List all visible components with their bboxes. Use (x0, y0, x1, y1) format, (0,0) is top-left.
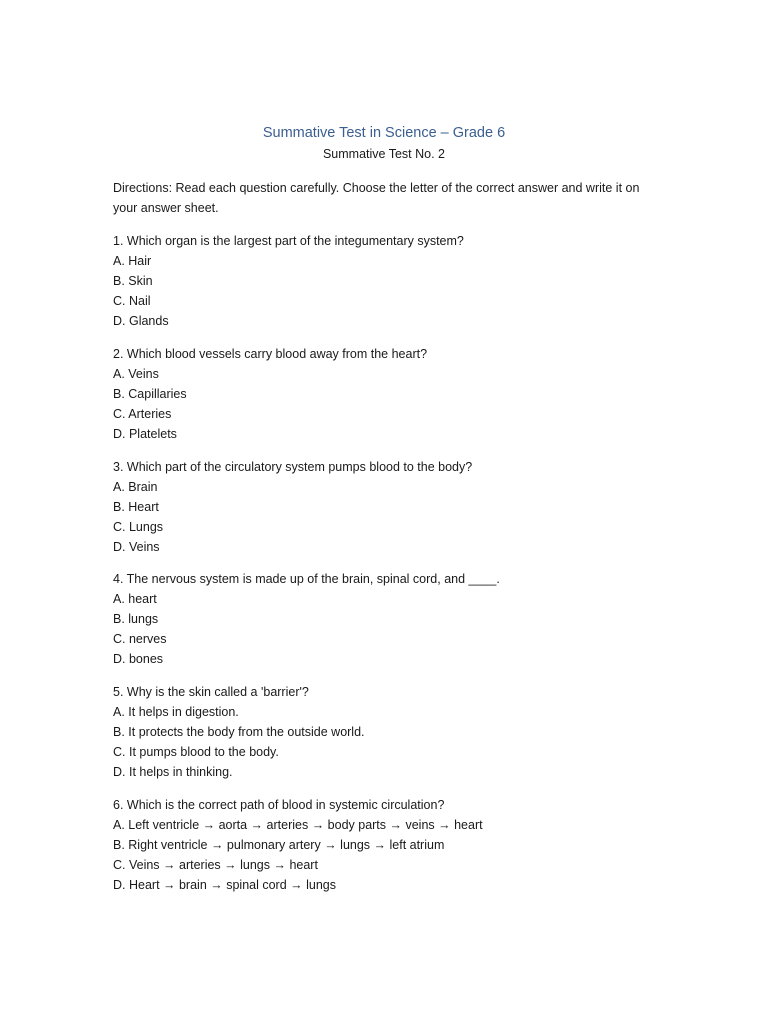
choice-b: B. Capillaries (113, 387, 187, 402)
choice-b: B. Heart (113, 500, 159, 515)
question-text: 2. Which blood vessels carry blood away from the heart? (113, 347, 428, 361)
choice-a: A. Hair (113, 254, 152, 269)
choice-c: C. Arteries (113, 407, 172, 422)
question-4 (113, 569, 673, 669)
question-5 (113, 682, 673, 782)
question-2 (113, 344, 673, 444)
question-1 (113, 231, 673, 331)
question-6 (113, 795, 673, 895)
choice-d: D. Veins (113, 540, 160, 555)
choice-a: A. Brain (113, 480, 158, 495)
question-text: 6. Which is the correct path of blood in systemic circulation? (113, 798, 445, 812)
choice-a: A. Veins (113, 367, 159, 382)
choice-c: C. Lungs (113, 520, 164, 535)
choice-d: D. It helps in thinking. (113, 765, 233, 780)
choice-d: D. Heart → brain → spinal cord → lungs (113, 878, 337, 893)
choice-c: C. Nail (113, 294, 151, 309)
page-subtitle: Summative Test No. 2 (322, 147, 446, 161)
choice-b: B. Skin (113, 274, 153, 289)
choice-b: B. Right ventricle → pulmonary artery → lungs → left atrium (113, 838, 445, 853)
question-3 (113, 457, 673, 557)
question-text: 3. Which part of the circulatory system pumps blood to the body? (113, 460, 473, 474)
question-text: 4. The nervous system is made up of the brain, spinal cord, and ____. (113, 572, 500, 586)
choice-d: D. bones (113, 652, 164, 667)
directions-text: Directions: Read each question carefully. Choose the letter of the correct answer and write it on your answer sheet. (113, 181, 640, 215)
question-text: 5. Why is the skin called a 'barrier'? (113, 685, 309, 699)
choice-a: A. heart (113, 592, 157, 607)
page-title: Summative Test in Science – Grade 6 (262, 125, 506, 141)
choice-c: C. Veins → arteries → lungs → heart (113, 858, 318, 873)
choice-c: C. It pumps blood to the body. (113, 745, 279, 760)
choice-b: B. It protects the body from the outside world. (113, 725, 365, 740)
question-text: 1. Which organ is the largest part of the integumentary system? (113, 234, 464, 248)
choice-d: D. Platelets (113, 427, 177, 442)
choice-b: B. lungs (113, 612, 159, 627)
choice-a: A. Left ventricle → aorta → arteries → body parts → veins → heart (113, 818, 483, 833)
choice-c: C. nerves (113, 632, 167, 647)
choice-d: D. Glands (113, 314, 169, 329)
choice-a: A. It helps in digestion. (113, 705, 239, 720)
